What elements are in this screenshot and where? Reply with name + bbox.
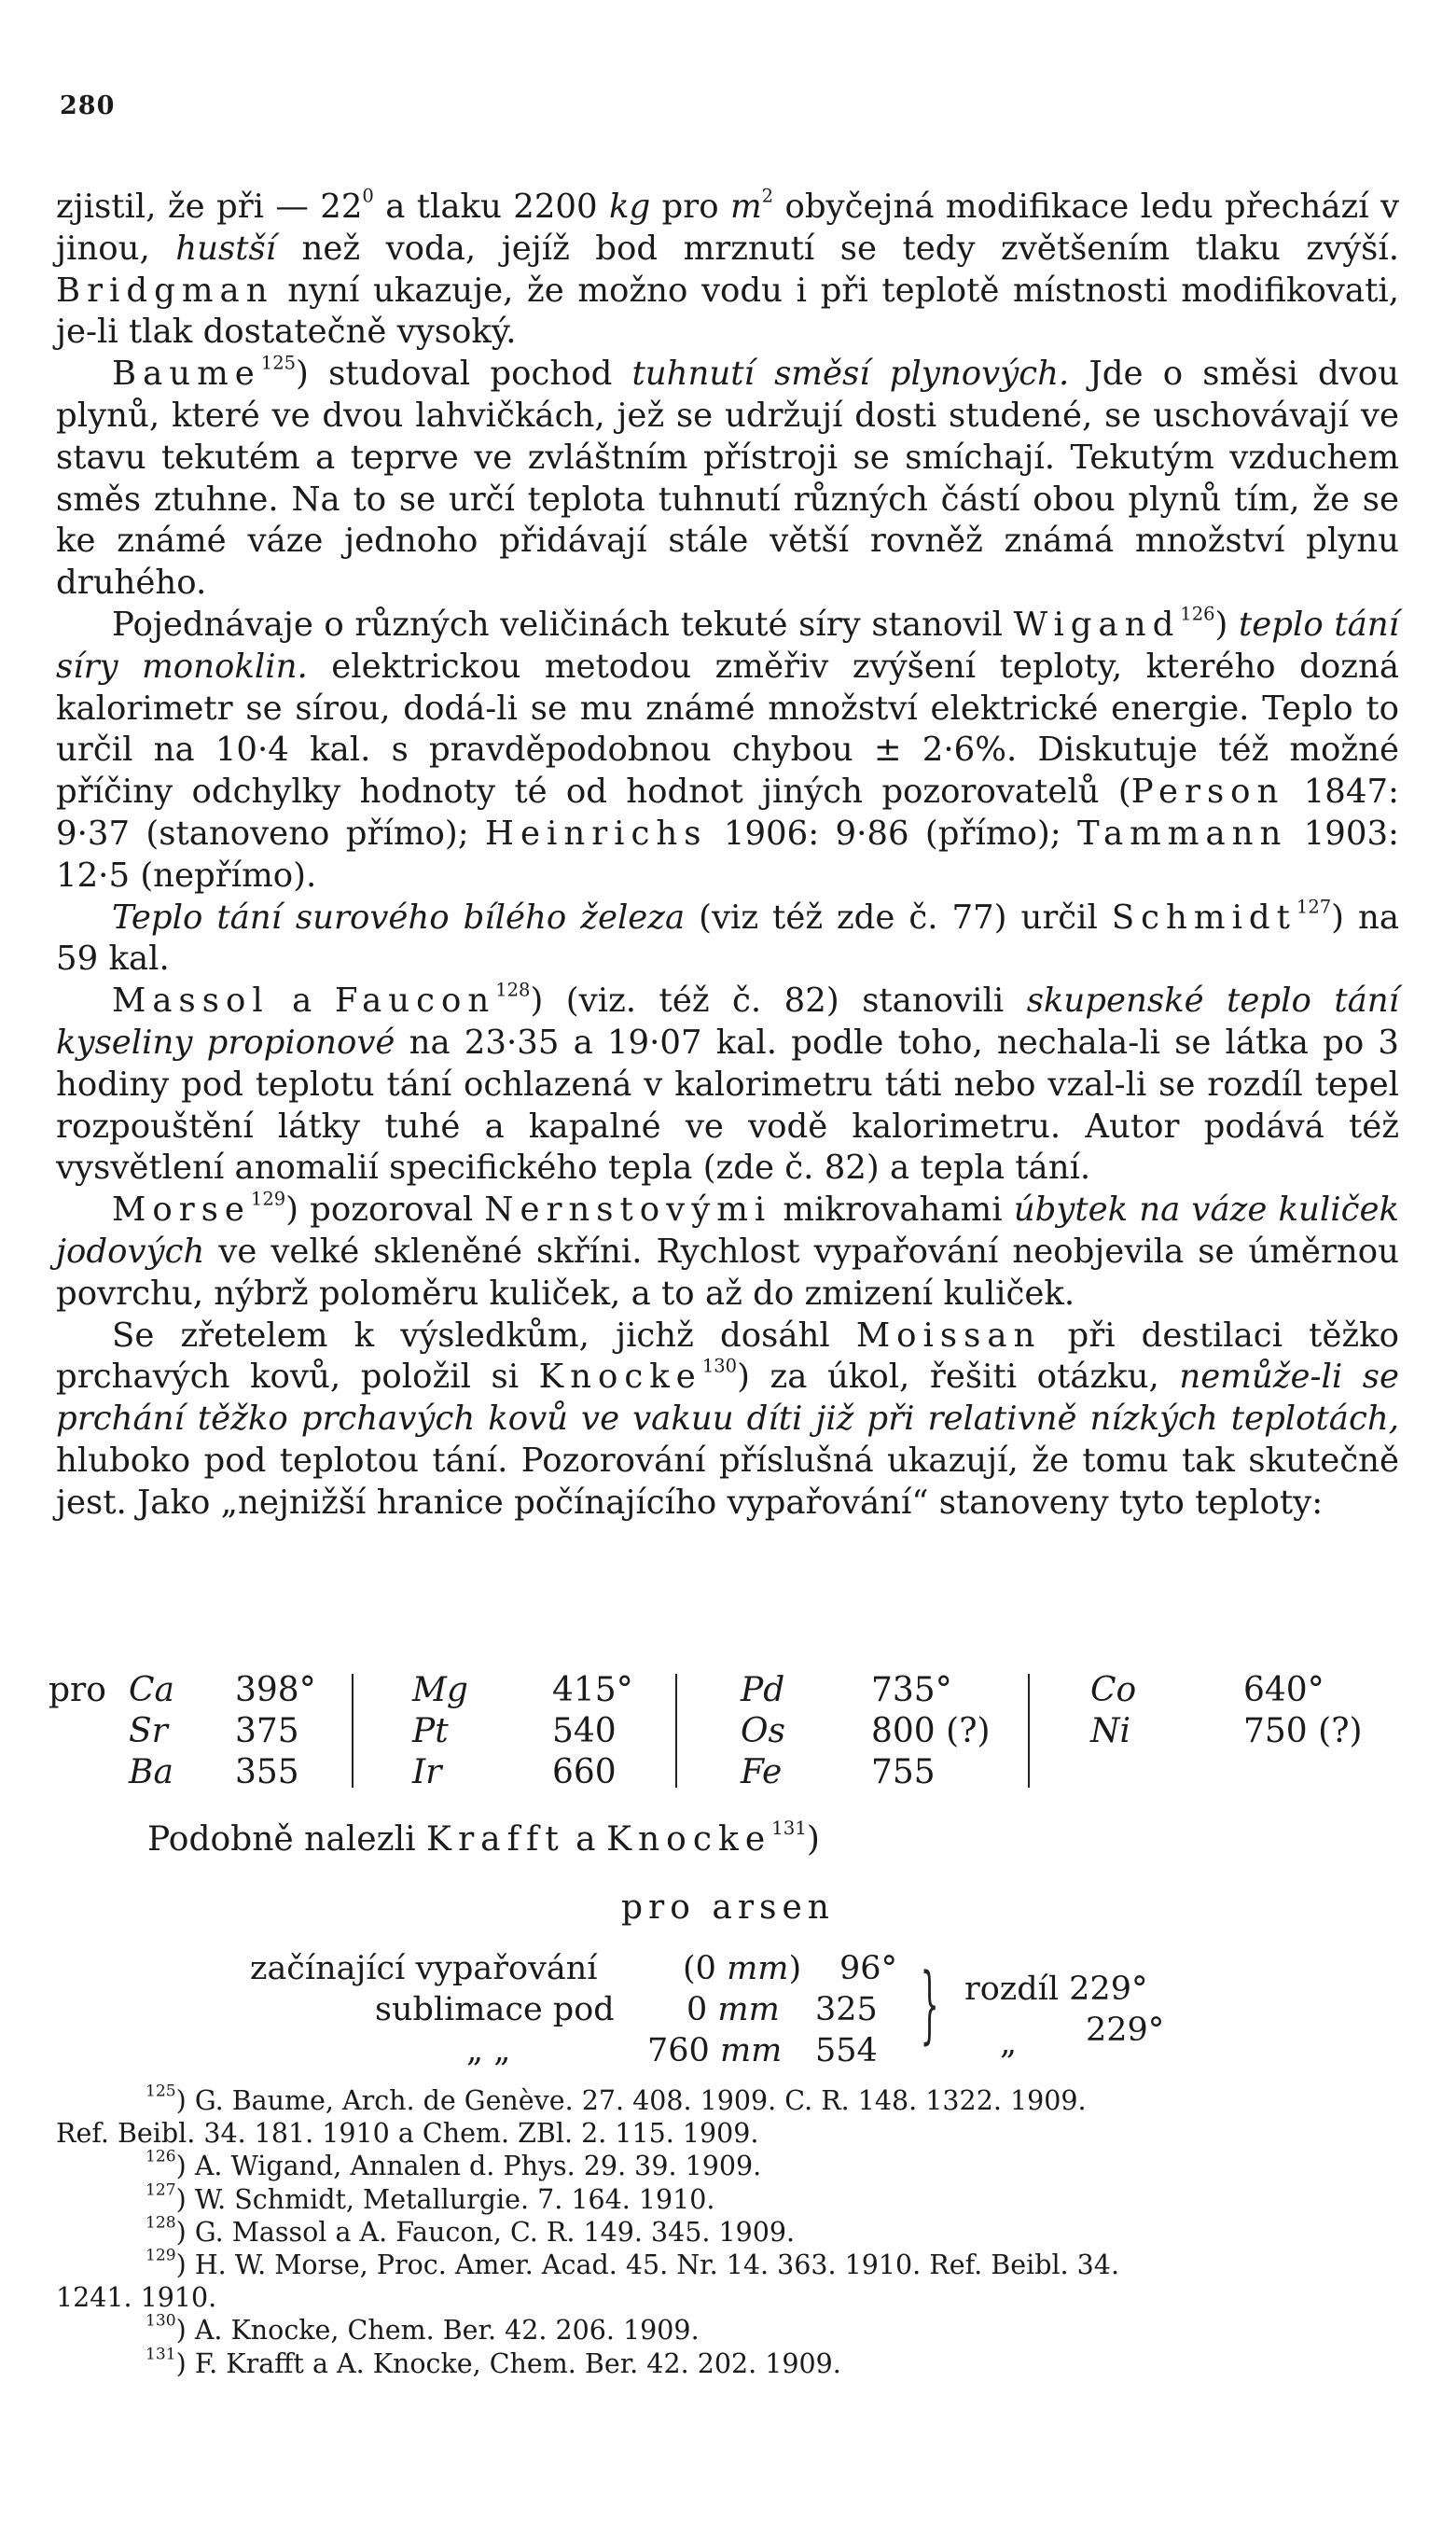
footnote-131: $^{131}$) F. Krafft a A. Knocke, Chem. Ber. 42. 202. 1909. <box>146 2345 841 2379</box>
author-name: Massol <box>112 982 270 1021</box>
element-column <box>1090 1670 1136 1752</box>
element-symbol: Ir <box>412 1753 442 1791</box>
arsen-condition: 760 mm <box>647 2032 783 2069</box>
element-symbol: Mg <box>412 1671 468 1709</box>
text-span: nyní ukazuje, že možno vodu i při teplotě místnosti modifikovati, je-li tlak dostatečně vysoký. <box>56 271 1399 352</box>
element-symbol: Ba <box>129 1753 173 1791</box>
text-span: ) na 59 kal. <box>56 898 1400 979</box>
temperature-value: 415° <box>552 1671 633 1709</box>
temperature-value: 375 <box>235 1712 299 1750</box>
unit-kg: kg <box>608 188 651 226</box>
element-symbol: Os <box>741 1712 785 1750</box>
footnote-ref: 126 <box>1180 603 1215 625</box>
column-divider <box>675 1674 677 1788</box>
temperature-value: 735° <box>871 1671 952 1709</box>
temperature-value: 800 (?) <box>871 1712 991 1750</box>
text-span: obyčejná modifikace ledu přechází v jinou, <box>56 188 1400 268</box>
row-label: začínající vypařování <box>250 1950 598 1987</box>
text-span: 1903: 12·5 (nepřímo). <box>56 814 1400 895</box>
text-span: hluboko pod teplotou tání. Pozorování příslušná ukazují, že tomu tak skutečně jest. Jako „nejnižší hranice počínajícího vypařování“ stanoveny tyto teploty: <box>56 1441 1399 1522</box>
emphasis: hustší <box>175 229 277 268</box>
temperature-value: 660 <box>552 1753 617 1791</box>
arsen-value: 325 <box>815 1991 878 2028</box>
unit-m: m <box>730 188 762 226</box>
table-group-2 <box>412 1670 692 1793</box>
column-divider <box>1028 1674 1030 1788</box>
footnote-ref: 131 <box>771 1818 807 1840</box>
footnote-continuation: Ref. Beibl. 34. 181. 1910 a Chem. ZBl. 2. 115. 1909. <box>56 2118 759 2150</box>
paragraph-1 <box>56 187 1399 354</box>
author-name: Bridgman <box>56 271 274 310</box>
footnote-125: $^{125}$) G. Baume, Arch. de Genève. 27. 408. 1909. C. R. 148. 1322. 1909. <box>146 2082 1087 2116</box>
footnote-129: $^{129}$) H. W. Morse, Proc. Amer. Acad. 45. Nr. 14. 363. 1910. Ref. Beibl. 34. <box>146 2246 1120 2281</box>
value-column <box>235 1670 316 1793</box>
text-span: mikrovahami <box>771 1191 1014 1230</box>
unit-sup: 2 <box>761 185 774 207</box>
author-name: Tammann <box>1077 814 1288 853</box>
footnote-128: $^{128}$) G. Massol a A. Faucon, C. R. 149. 345. 1909. <box>146 2213 796 2248</box>
table-group-4 <box>1090 1670 1389 1793</box>
topic-title: teplo tání síry monoklin. <box>56 605 1399 686</box>
arsen-row-sublimation: sublimace pod <box>375 1991 615 2028</box>
text-span: Jde o směsi dvou plynů, které ve dvou lahvičkách, jež se udržují dosti studené, se uschovávají ve stavu tekutém a teprve ve zvláštním přístroji se smíchají. Tekutým vzduchem směs ztuhne. Na to se určí teplota tuhnutí různých částí obou plynů tím, že se ke známé váze jednoho přidávají stále větší rovněž známá množství plynu druhého. <box>56 355 1399 603</box>
element-column <box>741 1670 785 1793</box>
footnote-ref: 130 <box>701 1355 738 1377</box>
paragraph-4 <box>56 895 1400 982</box>
arsen-row-start <box>250 1948 597 1989</box>
arsen-value: 554 <box>815 2032 878 2069</box>
temperature-value: 755 <box>871 1753 936 1791</box>
topic-title: Teplo tání surového bílého železa <box>112 898 686 937</box>
text-span: a <box>564 1820 607 1859</box>
author-name: Krafft <box>426 1820 565 1859</box>
paragraph-3 <box>56 605 1399 898</box>
text-span: na 23·35 a 19·07 kal. podle toho, nechala-li se látka po 3 hodiny pod teplotu tání ochlazená v kalorimetru táti nebo vzal-li se rozdíl tepel rozpouštění látky tuhé a kapalné ve vodě kalorimetru. Autor podává též vysvětlení anomalií specifického tepla (zde č. 82) a tepla tání. <box>56 1023 1399 1188</box>
topic-title: skupenské teplo tání kyseliny propionové <box>56 982 1399 1062</box>
element-symbol: Pd <box>741 1671 785 1709</box>
value-column <box>1243 1670 1363 1752</box>
table-group-3 <box>741 1670 1058 1793</box>
temperature-value: 640° <box>1243 1671 1324 1709</box>
author-name: Moissan <box>855 1316 1042 1355</box>
text-span: elektrickou metodou změřiv zvýšení teploty, kterého dozná kalorimetr se sírou, dodá-li se mu známé množství elektrické energie. Teplo to určil na 10·4 kal. s pravděpodobnou chybou ± 2·6%. Diskutuje též možné příčiny odchylky hodnoty té od hodnot jiných pozorovatelů ( <box>56 647 1399 812</box>
text-span: ) studoval pochod <box>296 355 632 394</box>
arsen-row-ditto: „ „ <box>466 2032 511 2069</box>
temperature-value: 355 <box>235 1753 299 1791</box>
body-text <box>56 187 1399 1525</box>
element-column <box>129 1670 174 1793</box>
topic-title: úbytek na váze kuliček jodových <box>56 1191 1399 1271</box>
author-name: Morse <box>112 1191 251 1230</box>
footnote-130: $^{130}$) A. Knocke, Chem. Ber. 42. 206. 1909. <box>146 2311 700 2347</box>
element-symbol: Ca <box>129 1671 175 1709</box>
footnote-ref: 128 <box>495 979 531 1001</box>
text-span: ) <box>1214 605 1240 644</box>
page-number: 280 <box>60 91 116 120</box>
arsen-condition: 0 mm <box>686 1991 780 2028</box>
text-span: (viz též zde č. 77) určil <box>685 898 1112 937</box>
text-span: ) <box>806 1820 820 1859</box>
arsen-ditto-mark: „ <box>1000 2025 1018 2062</box>
footnote-ref: 125 <box>260 352 297 374</box>
text-span: 1906: 9·86 (přímo); <box>707 814 1078 853</box>
topic-title: nemůže-li se prchání těžko prchavých kovů ve vakuu díti již při relativně nízkých teplotách, <box>56 1358 1400 1439</box>
text-span: ) za úkol, řešiti otázku, <box>737 1358 1180 1397</box>
footnote-126: $^{126}$) A. Wigand, Annalen d. Phys. 29. 39. 1909. <box>146 2147 762 2182</box>
author-name: Wigand <box>1013 605 1181 644</box>
arsen-heading: pro arsen <box>620 1888 835 1927</box>
text-span: Podobně nalezli <box>147 1820 427 1859</box>
text-span: ve velké skleněné skříni. Rychlost vypařování neobjevila se úměrnou povrchu, nýbrž poloměru kuliček, a to až do zmizení kuliček. <box>56 1232 1399 1313</box>
text-span: 1847: 9·37 (stanoveno přímo); <box>56 773 1400 853</box>
temperature-value: 750 (?) <box>1243 1712 1363 1750</box>
degree-sup: 0 <box>362 185 374 207</box>
author-name: Nernstovými <box>484 1191 772 1230</box>
arsen-condition: (0 mm) <box>683 1950 802 1987</box>
temperature-value: 540 <box>552 1712 617 1750</box>
topic-title: tuhnutí směsí plynových. <box>631 355 1070 394</box>
arsen-difference: rozdíl 229° <box>964 1971 1148 2008</box>
brace-symbol: } <box>920 1956 939 2054</box>
text-span: při destilaci těžko prchavých kovů, položil si <box>56 1316 1399 1397</box>
author-name: Knocke <box>606 1820 772 1859</box>
text-span: zjistil, že při — 22 <box>56 188 363 226</box>
text-span: a <box>269 982 335 1021</box>
author-name: Baume <box>112 355 261 394</box>
paragraph-2 <box>56 354 1399 605</box>
footnote-ref: 127 <box>1296 895 1332 917</box>
footnote-continuation: 1241. 1910. <box>56 2282 217 2314</box>
author-name: Person <box>1130 773 1285 812</box>
element-column <box>412 1670 468 1793</box>
text-span: ) pozoroval <box>285 1191 485 1230</box>
element-symbol: Co <box>1090 1671 1137 1709</box>
author-name: Knocke <box>538 1358 702 1397</box>
text-span: než voda, jejíž bod mrznutí se tedy zvětšením tlaku zvýší. <box>276 229 1400 268</box>
paragraph-7 <box>56 1316 1399 1525</box>
element-symbol: Fe <box>741 1753 783 1791</box>
author-name: Heinrichs <box>485 814 708 853</box>
arsen-value: 96° <box>839 1950 898 1987</box>
element-symbol: Ni <box>1090 1712 1131 1750</box>
table-prefix: pro <box>49 1671 106 1709</box>
paragraph-5 <box>56 981 1399 1190</box>
text-span: a tlaku 2200 <box>373 188 609 226</box>
value-column <box>871 1670 991 1793</box>
footnotes <box>56 2084 1399 2380</box>
arsen-difference: 229° <box>1086 2012 1165 2049</box>
author-name: Faucon <box>334 982 496 1021</box>
column-divider <box>352 1674 354 1788</box>
author-name: Schmidt <box>1111 898 1297 937</box>
paragraph-6 <box>56 1190 1399 1315</box>
temperature-value: 398° <box>235 1671 316 1709</box>
footnote-127: $^{127}$) W. Schmidt, Metallurgie. 7. 164. 1910. <box>146 2180 715 2215</box>
text-span: ) (viz. též č. 82) stanovili <box>530 982 1027 1021</box>
krafft-knocke-line <box>147 1819 820 1860</box>
footnote-ref: 129 <box>250 1188 286 1210</box>
table-group-1 <box>49 1670 347 1793</box>
text-span: Pojednávaje o různých veličinách tekuté síry stanovil <box>112 605 1014 644</box>
element-symbol: Pt <box>412 1712 449 1750</box>
text-span: Se zřetelem k výsledkům, jichž dosáhl <box>112 1316 856 1355</box>
text-span: pro <box>650 188 730 226</box>
value-column <box>552 1670 633 1793</box>
element-symbol: Sr <box>129 1712 168 1750</box>
